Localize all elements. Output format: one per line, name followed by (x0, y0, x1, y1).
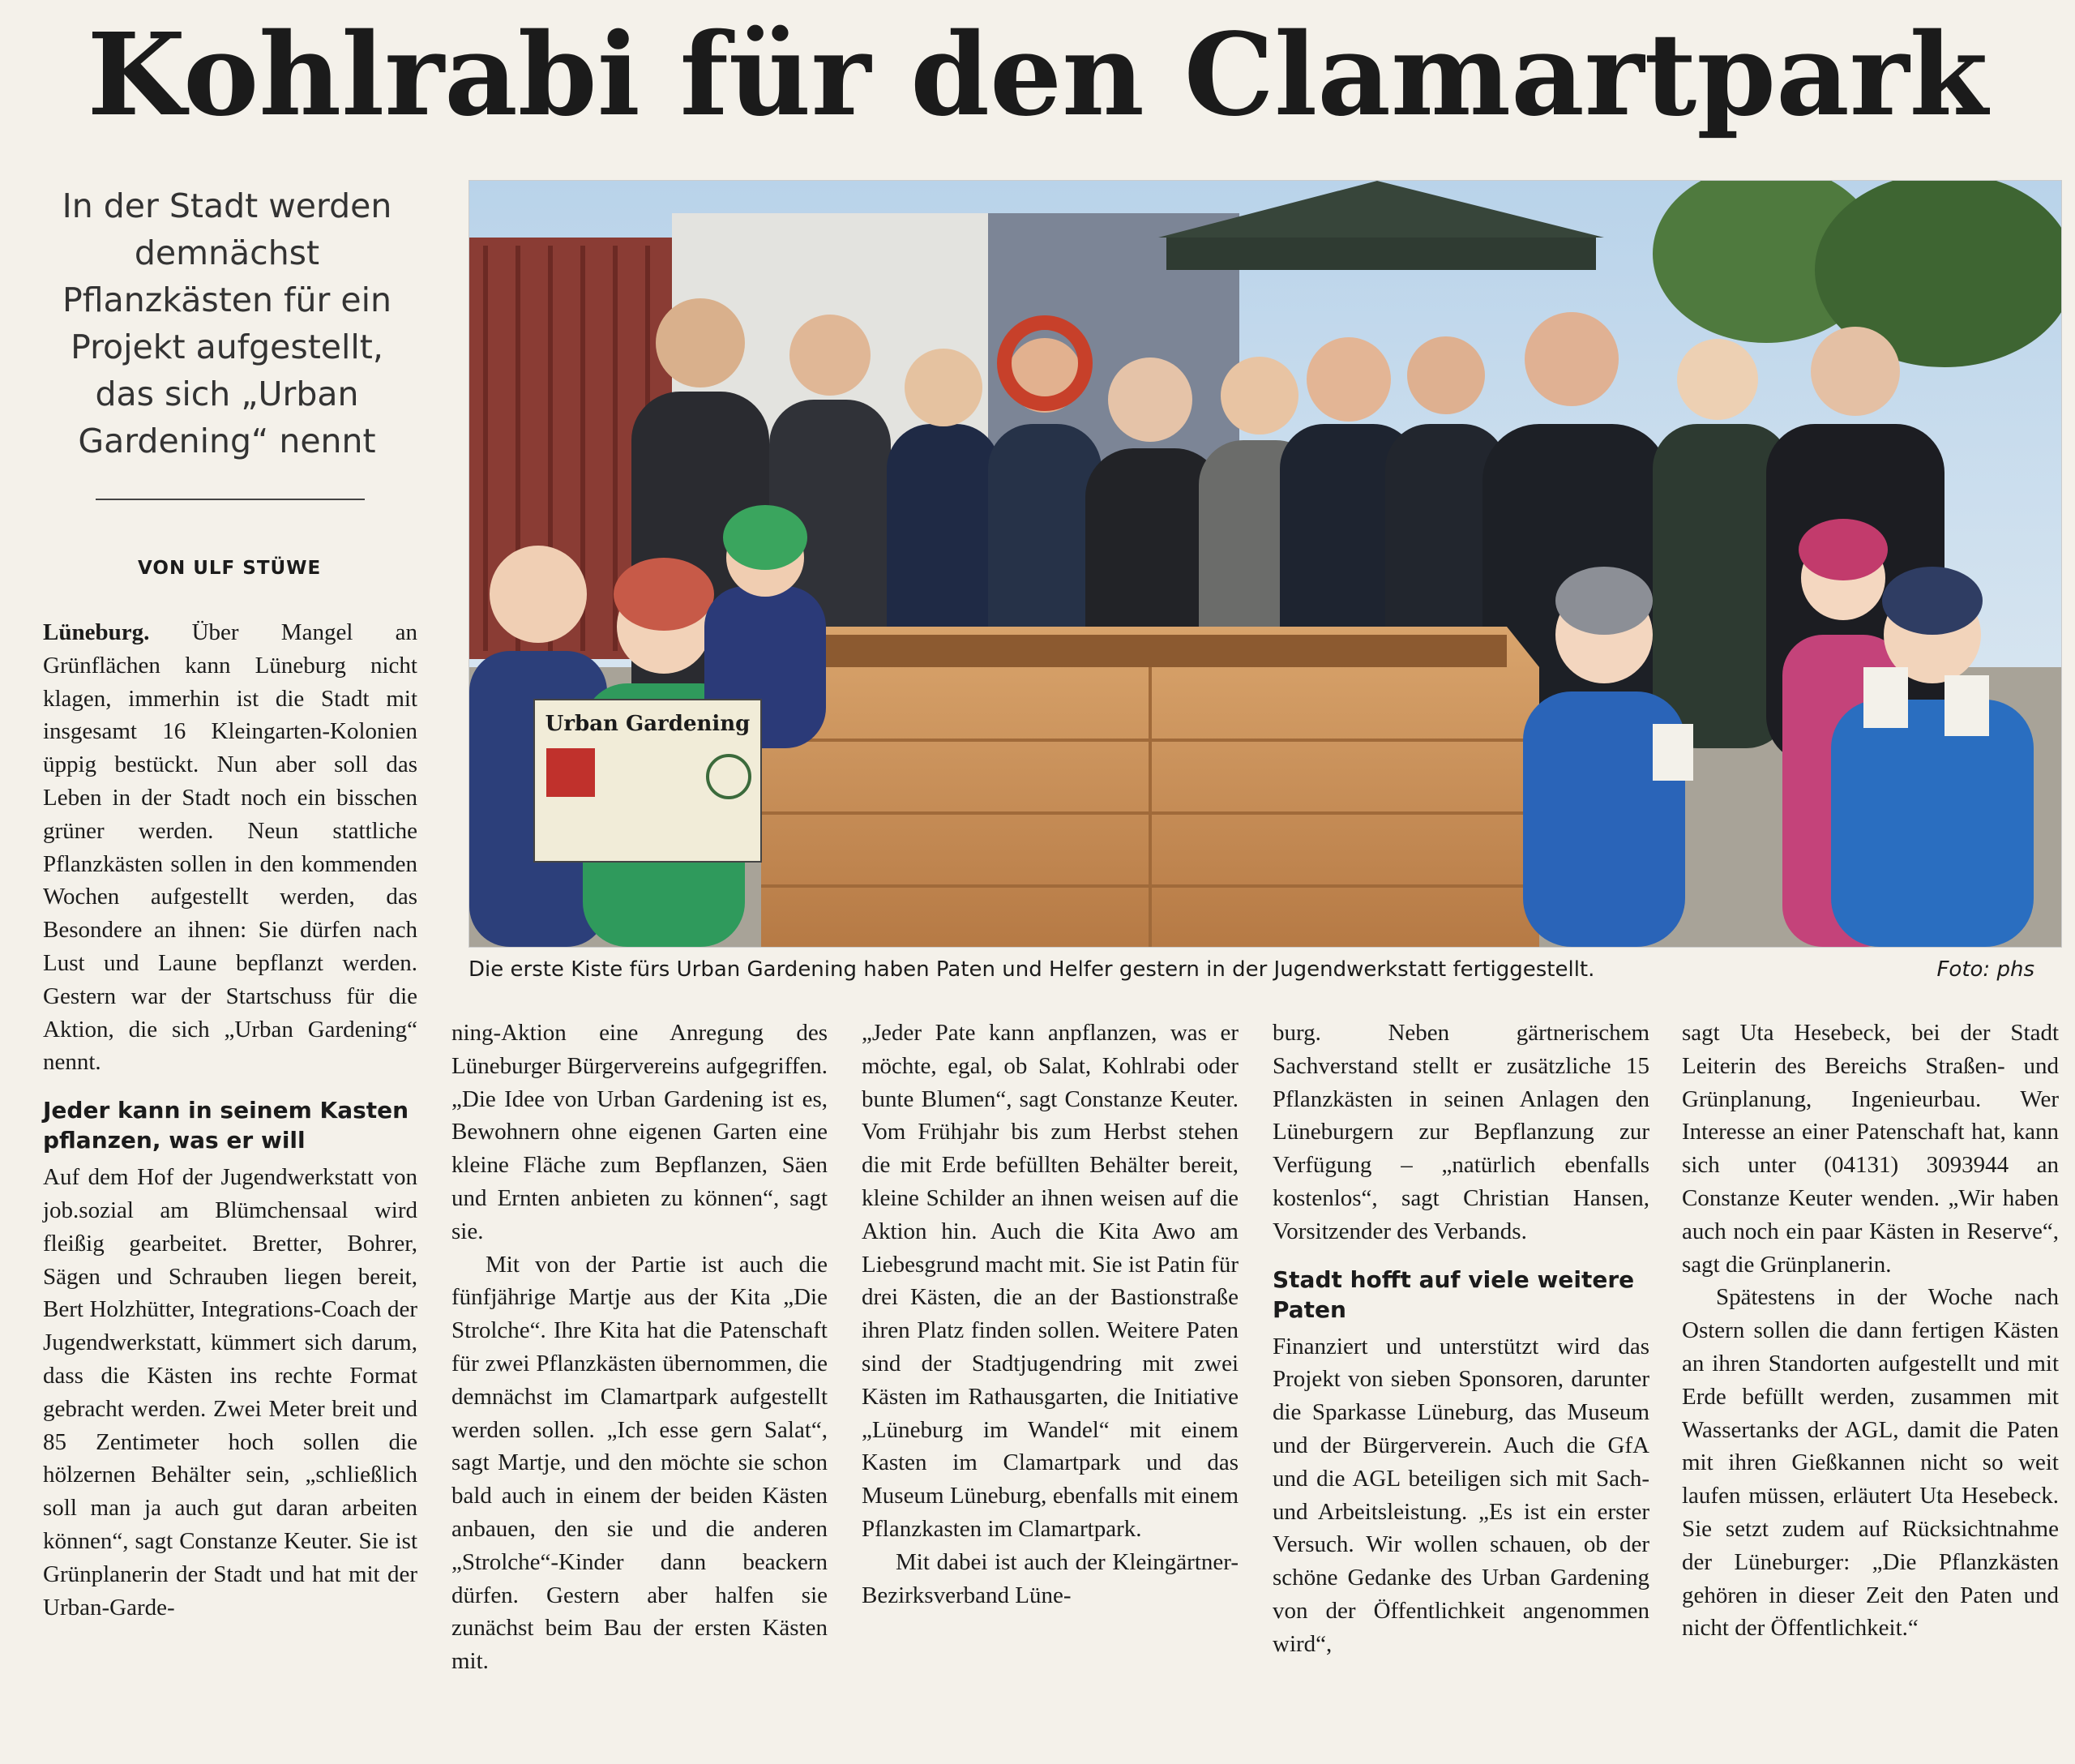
article-paragraph-10: Spätestens in der Woche nach Ostern sollen die dann fertigen Kästen an ihren Standorten aufgestellt und mit Erde befüllt werden, zusammen mit Wassertanks der AGL, damit die Paten mit ihren Gießkannen nicht so weit laufen müssen, erläutert Uta Hesebeck. Sie setzt zudem auf Rücksichtnahme der Lüneburger: „Die Pflanzkästen gehören in dieser Zeit den Paten und nicht der Öffentlichkeit.“ (1682, 1284, 2059, 1642)
teaser-divider (96, 499, 365, 500)
article-paragraph-1: Über Mangel an Grünflächen kann Lüneburg nicht klagen, immerhin ist die Stadt mit insgesamt 16 Kleingarten-Kolonien üppig bestückt. Nun aber soll das Leben in der Stadt noch ein bisschen grüner werden. Neun stattliche Pflanzkästen sollen in den kommenden Wochen aufgestellt werden, das Besondere an ihnen: Sie dürfen nach Lust und Laune bepflanzt werden. Gestern war der Startschuss für die Aktion, die sich „Urban Gardening“ nennt. (43, 619, 417, 1076)
article-column-4 (1273, 1017, 1649, 1661)
photo-caption: Die erste Kiste fürs Urban Gardening haben Paten und Helfer gestern in der Jugendwerkstatt fertiggestellt. (468, 957, 1595, 982)
article-column-5 (1682, 1017, 2059, 1645)
article-paragraph-2: Auf dem Hof der Jugendwerkstatt von job.sozial am Blümchensaal wird fleißig gearbeitet. Bretter, Bohrer, Sägen und Schrauben liegen bereit, Bert Holzhütter, Integrations-Coach der Jugendwerkstatt, kümmert sich darum, dass die Kästen ins rechte Format gebracht werden. Zwei Meter breit und 85 Zentimeter hoch sollen die hölzernen Behälter sein, „schließlich soll man ja auch gut daran arbeiten können“, sagt Constanze Keuter. Sie ist Grünplanerin der Stadt und hat mit der Urban-Garde- (43, 1164, 417, 1621)
article-paragraph-7: burg. Neben gärtnerischem Sachverstand stellt er zusätzliche 15 Pflanzkästen in seinen Anlagen den Lüneburgern zur Bepflanzung zur Verfügung – „natürlich ebenfalls kostenlos“, sagt Christian Hansen, Vorsitzender des Verbands. (1273, 1020, 1649, 1244)
article-paragraph-5: „Jeder Pate kann anpflanzen, was er möchte, egal, ob Salat, Kohlrabi oder bunte Blumen“, sagt Constanze Keuter. Vom Frühjahr bis zum Herbst stehen die mit Erde befüllten Behälter bereit, kleine Schilder an ihnen weisen auf die Aktion hin. Auch die Kita Awo am Liebesgrund macht mit. Sie ist Patin für drei Kästen, die an der Bastionstraße ihren Platz finden sollen. Weitere Paten sind der Stadtjugendring mit zwei Kästen im Rathausgarten, die Initiative „Lüneburg im Wandel“ mit einem Kasten im Clamartpark und das Museum Lüneburg, ebenfalls mit einem Pflanzkasten im Clamartpark. (862, 1020, 1239, 1542)
subheading-1: Jeder kann in seinem Kasten pflanzen, was er will (43, 1097, 409, 1154)
article-paragraph-9: sagt Uta Hesebeck, bei der Stadt Leiterin des Bereichs Straßen- und Grünplanung, Ingenieurbau. Wer Interesse an einer Patenschaft hat, kann sich unter (04131) 3093944 an Constanze Keuter wenden. „Wir haben auch noch ein paar Kästen in Reserve“, sagt die Grünplanerin. (1682, 1020, 2059, 1278)
article-column-1 (43, 616, 417, 1624)
photo-credit: Foto: phs (1936, 957, 2034, 982)
photo-sign-title: Urban Gardening (545, 712, 751, 736)
article-photo (468, 180, 2062, 948)
article-paragraph-4: Mit von der Partie ist auch die fünfjährige Martje aus der Kita „Die Strolche“. Ihre Kita hat die Patenschaft für zwei Pflanzkästen übernommen, die demnächst im Clamartpark aufgestellt werden sollen. „Ich esse gern Salat“, sagt Martje, und den möchte sie schon bald auch in einem der beiden Kästen anbauen, den sie und die anderen „Strolche“-Kinder dann beackern dürfen. Gestern aber halfen sie zunächst beim Bau der ersten Kästen mit. (451, 1251, 828, 1675)
article-column-3 (862, 1017, 1239, 1612)
headline: Kohlrabi für den Clamartpark (87, 9, 1988, 142)
article-paragraph-6: Mit dabei ist auch der Kleingärtner-Bezirksverband Lüne- (862, 1548, 1239, 1608)
article-paragraph-8: Finanziert und unterstützt wird das Projekt von sieben Sponsoren, darunter die Sparkasse Lüneburg, das Museum und der Bürgerverein. Auch die GfA und die AGL beteiligen sich mit Sach- und Arbeitsleistung. „Es ist ein erster Versuch. Wir wollen schauen, ob der schöne Gedanke des Urban Gardening von der Öffentlichkeit angenommen wird“, (1273, 1333, 1649, 1657)
teaser: In der Stadt werden demnächst Pflanzkästen für ein Projekt aufgestellt, das sich „Urban Gardening“ nennt (62, 186, 392, 460)
byline: VON ULF STÜWE (138, 558, 322, 579)
dateline: Lüneburg. (43, 619, 150, 645)
article-column-2 (451, 1017, 828, 1678)
subheading-2: Stadt hofft auf viele weitere Paten (1273, 1265, 1635, 1323)
article-paragraph-3: ning-Aktion eine Anregung des Lüneburger Bürgervereins aufgegriffen. „Die Idee von Urban Gardening ist es, Bewohnern ohne eigenen Garten eine kleine Fläche zum Bepflanzen, Säen und Ernten anbieten zu können“, sagt sie. (451, 1020, 828, 1244)
